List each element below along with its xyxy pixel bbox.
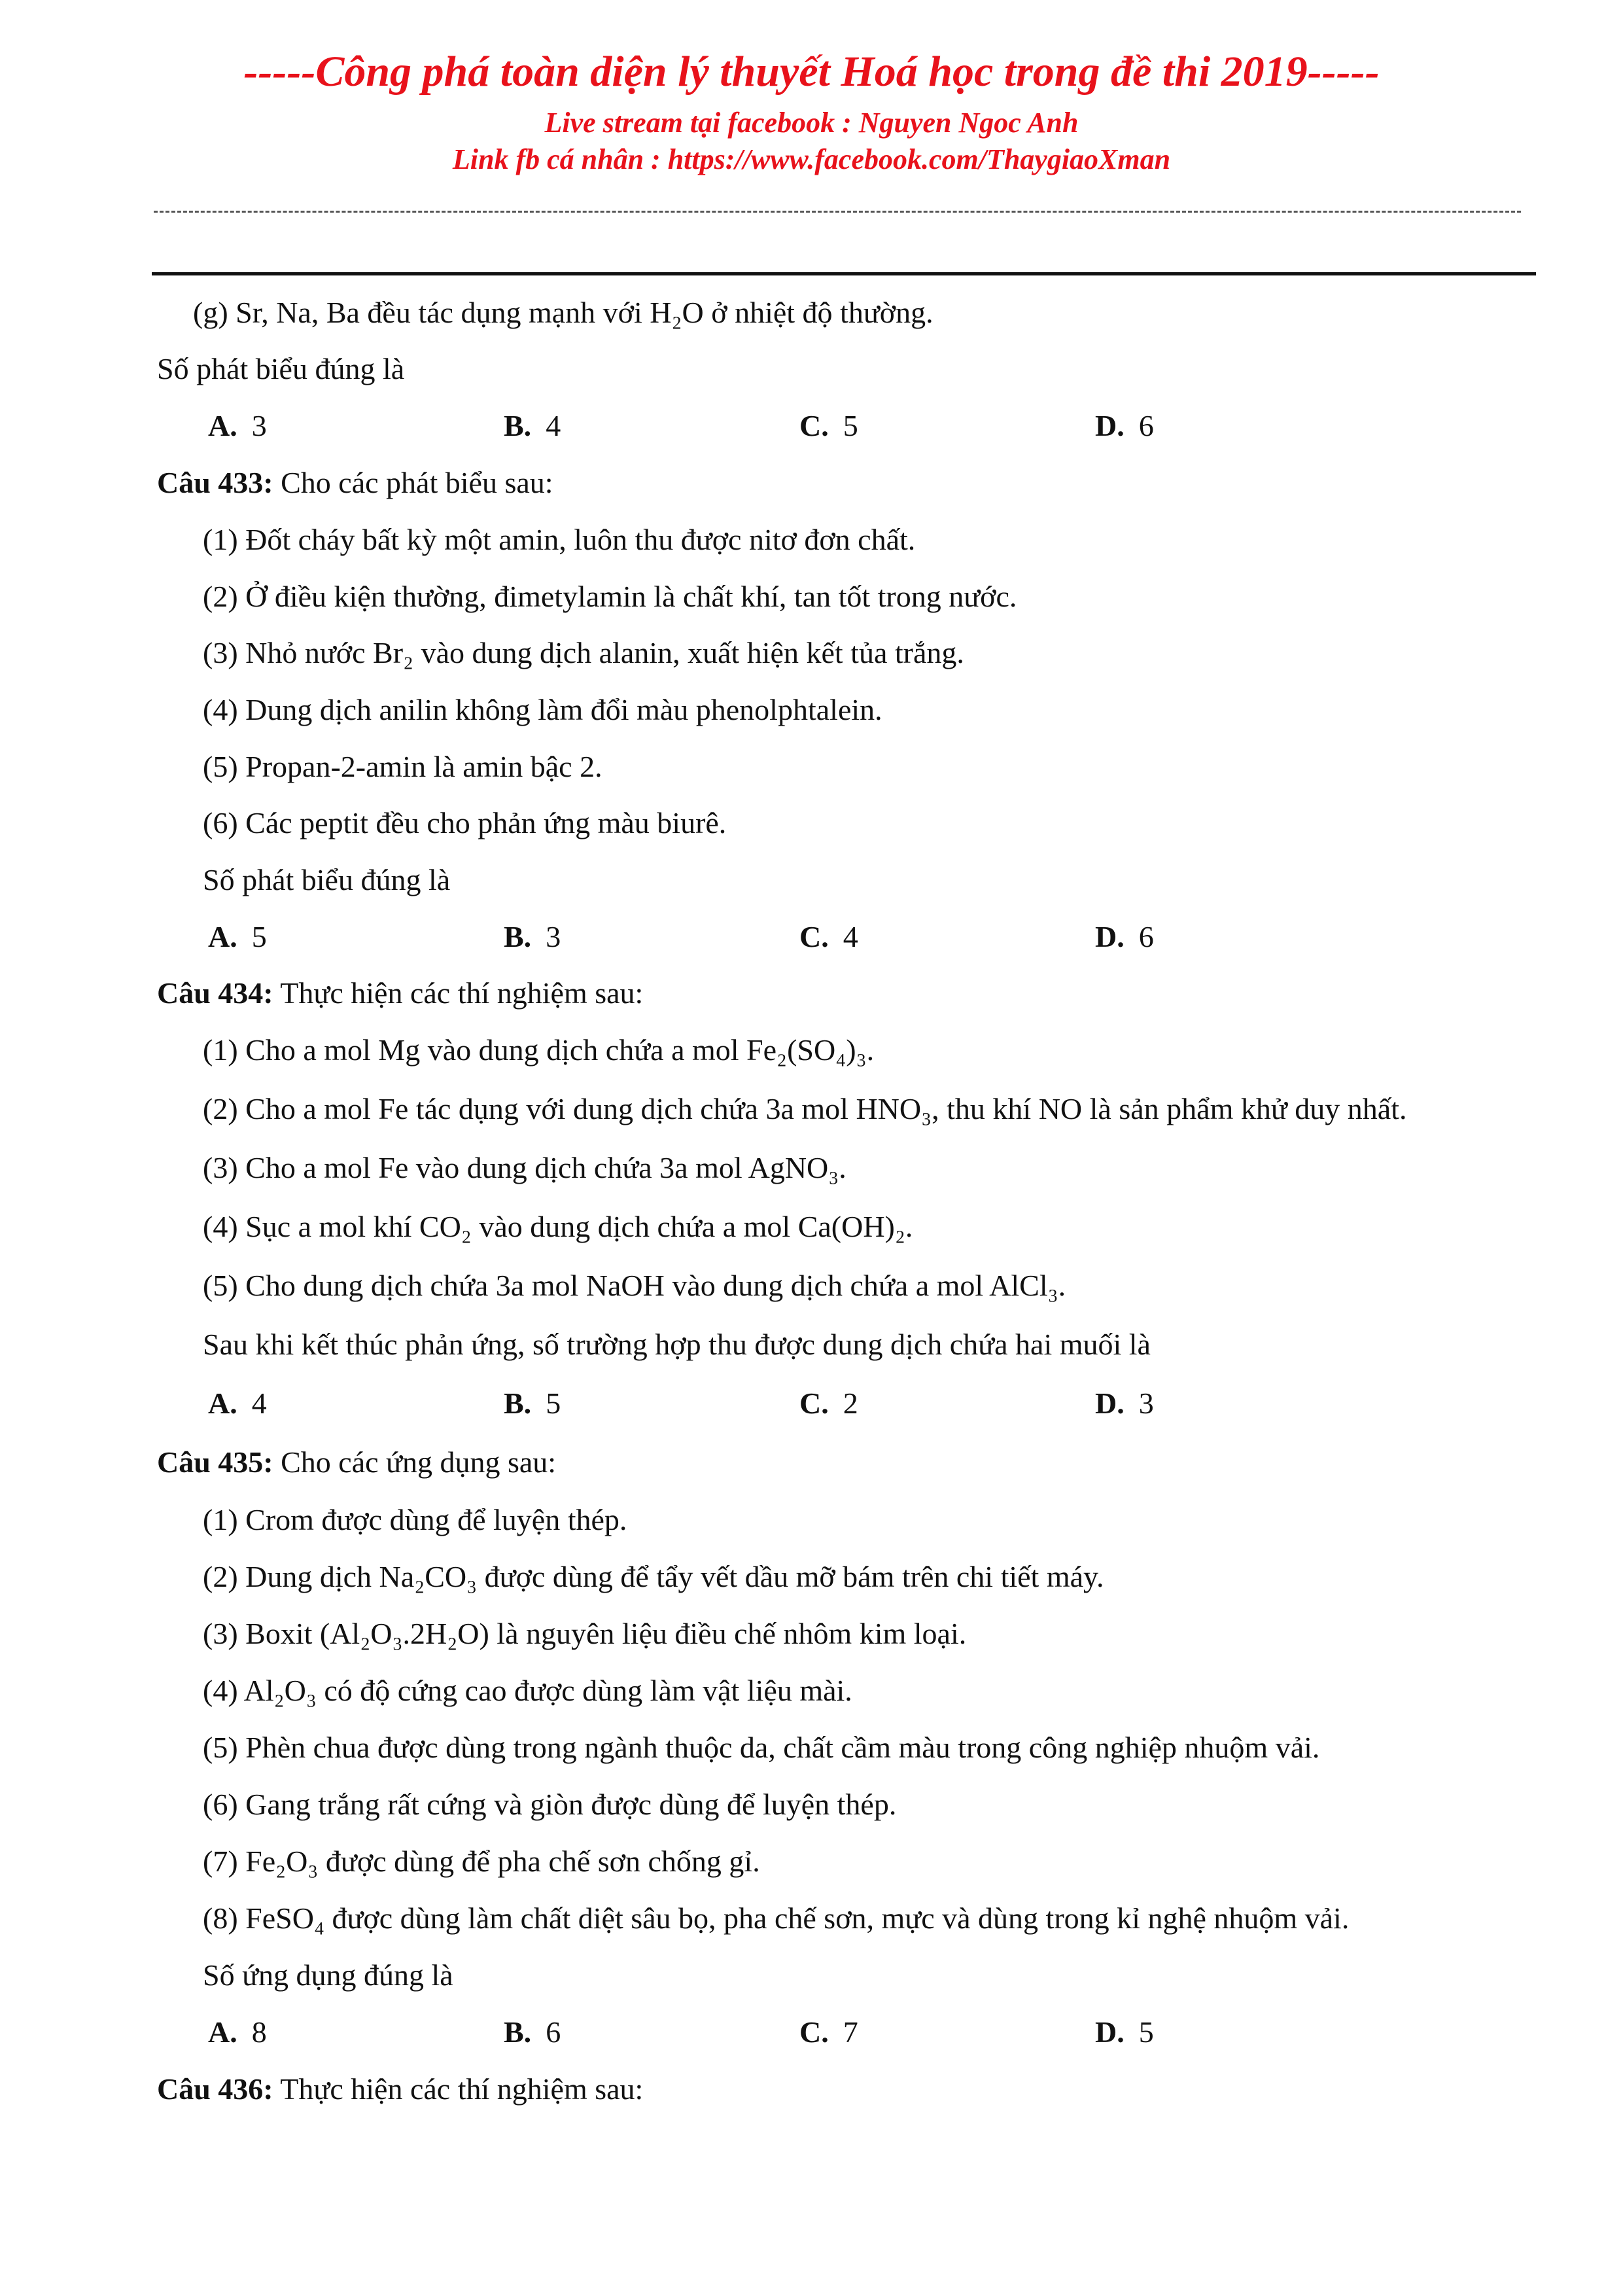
- option-letter: D.: [1095, 409, 1125, 442]
- q432-option-b[interactable]: [504, 408, 561, 444]
- q434-option-a[interactable]: [208, 1385, 267, 1422]
- option-letter: A.: [208, 1386, 237, 1420]
- question-intro: Cho các phát biểu sau:: [273, 466, 553, 499]
- option-letter: B.: [504, 2015, 532, 2049]
- option-value: 3: [1138, 1386, 1154, 1420]
- q433-item-1: (1) Đốt cháy bất kỳ một amin, luôn thu được nitơ đơn chất.: [203, 523, 916, 556]
- option-value: 3: [546, 920, 561, 953]
- q435-item-8: (8) FeSO₄ được dùng làm chất diệt sâu bọ, pha chế sơn, mực và dùng trong kỉ nghệ nhuộm vải.: [203, 1901, 1350, 1935]
- q434-item-5: (5) Cho dung dịch chứa 3a mol NaOH vào dung dịch chứa a mol AlCl₃.: [203, 1269, 1066, 1302]
- option-letter: A.: [208, 920, 237, 953]
- q435-item-3: (3) Boxit (Al₂O₃.2H₂O) là nguyên liệu điều chế nhôm kim loại.: [203, 1617, 967, 1650]
- option-value: 5: [251, 920, 267, 953]
- option-letter: D.: [1095, 2015, 1125, 2049]
- question-label: Câu 434:: [157, 976, 273, 1010]
- facebook-link[interactable]: Link fb cá nhân : https://www.facebook.com/ThaygiaoXman: [452, 143, 1171, 175]
- statement-g: (g) Sr, Na, Ba đều tác dụng mạnh với H₂O ở nhiệt độ thường.: [193, 296, 934, 329]
- dashed-divider: [154, 211, 1521, 213]
- q434-prompt: Sau khi kết thúc phản ứng, số trường hợp thu được dung dịch chứa hai muối là: [203, 1328, 1151, 1361]
- q434-option-b[interactable]: [504, 1385, 561, 1422]
- question-436-heading: [157, 2071, 643, 2108]
- q432-option-d[interactable]: [1095, 408, 1154, 444]
- question-intro: Thực hiện các thí nghiệm sau:: [273, 2072, 644, 2106]
- q433-item-3: (3) Nhỏ nước Br₂ vào dung dịch alanin, xuất hiện kết tủa trắng.: [203, 636, 964, 669]
- q433-option-b[interactable]: [504, 919, 561, 955]
- q435-item-5: (5) Phèn chua được dùng trong ngành thuộc da, chất cầm màu trong công nghiệp nhuộm vải.: [203, 1731, 1320, 1764]
- option-value: 3: [251, 409, 267, 442]
- q435-option-b[interactable]: [504, 2014, 561, 2051]
- q435-item-7: (7) Fe₂O₃ được dùng để pha chế sơn chống gỉ.: [203, 1845, 760, 1878]
- q435-item-1: (1) Crom được dùng để luyện thép.: [203, 1503, 627, 1536]
- option-value: 6: [546, 2015, 561, 2049]
- question-label: Câu 436:: [157, 2072, 273, 2106]
- q433-item-2: (2) Ở điều kiện thường, đimetylamin là chất khí, tan tốt trong nước.: [203, 580, 1017, 613]
- q434-option-c[interactable]: [799, 1385, 858, 1422]
- option-value: 4: [843, 920, 858, 953]
- option-value: 5: [1138, 2015, 1154, 2049]
- q433-item-6: (6) Các peptit đều cho phản ứng màu biurê.: [203, 806, 727, 839]
- option-letter: D.: [1095, 1386, 1125, 1420]
- question-intro: Cho các ứng dụng sau:: [273, 1445, 557, 1479]
- option-value: 8: [251, 2015, 267, 2049]
- q435-item-2: (2) Dung dịch Na₂CO₃ được dùng để tẩy vết dầu mỡ bám trên chi tiết máy.: [203, 1560, 1104, 1593]
- q432-prompt: Số phát biểu đúng là: [157, 352, 405, 385]
- solid-divider: [152, 272, 1536, 275]
- q435-option-c[interactable]: [799, 2014, 858, 2051]
- q433-option-c[interactable]: [799, 919, 858, 955]
- livestream-note: Live stream tại facebook : Nguyen Ngoc Anh: [544, 107, 1079, 139]
- option-value: 7: [843, 2015, 858, 2049]
- q435-option-a[interactable]: [208, 2014, 267, 2051]
- q434-option-d[interactable]: [1095, 1385, 1154, 1422]
- option-value: 4: [546, 409, 561, 442]
- q434-item-4: (4) Sục a mol khí CO₂ vào dung dịch chứa a mol Ca(OH)₂.: [203, 1210, 913, 1243]
- option-letter: B.: [504, 1386, 532, 1420]
- option-value: 5: [546, 1386, 561, 1420]
- q434-item-3: (3) Cho a mol Fe vào dung dịch chứa 3a mol AgNO₃.: [203, 1151, 846, 1184]
- question-434-heading: [157, 975, 643, 1012]
- q432-option-a[interactable]: [208, 408, 267, 444]
- q435-item-4: (4) Al₂O₃ có độ cứng cao được dùng làm vật liệu mài.: [203, 1674, 852, 1707]
- q433-option-a[interactable]: [208, 919, 267, 955]
- option-value: 6: [1138, 409, 1154, 442]
- q433-option-d[interactable]: [1095, 919, 1154, 955]
- question-433-heading: [157, 465, 553, 501]
- q434-item-1: (1) Cho a mol Mg vào dung dịch chứa a mol Fe₂(SO₄)₃.: [203, 1033, 875, 1067]
- option-value: 6: [1138, 920, 1154, 953]
- option-value: 4: [251, 1386, 267, 1420]
- q435-prompt: Số ứng dụng đúng là: [203, 1958, 453, 1992]
- q432-option-c[interactable]: [799, 408, 858, 444]
- option-letter: C.: [799, 2015, 829, 2049]
- option-letter: B.: [504, 920, 532, 953]
- q435-item-6: (6) Gang trắng rất cứng và giòn được dùng để luyện thép.: [203, 1788, 897, 1821]
- question-435-heading: [157, 1444, 556, 1481]
- question-label: Câu 435:: [157, 1445, 273, 1479]
- option-letter: C.: [799, 920, 829, 953]
- option-value: 5: [843, 409, 858, 442]
- option-letter: A.: [208, 2015, 237, 2049]
- question-label: Câu 433:: [157, 466, 273, 499]
- option-value: 2: [843, 1386, 858, 1420]
- option-letter: B.: [504, 409, 532, 442]
- q435-option-d[interactable]: [1095, 2014, 1154, 2051]
- q433-prompt: Số phát biểu đúng là: [203, 863, 451, 896]
- document-title: -----Công phá toàn diện lý thuyết Hoá học trong đề thi 2019-----: [243, 48, 1380, 96]
- q434-item-2: (2) Cho a mol Fe tác dụng với dung dịch chứa 3a mol HNO₃, thu khí NO là sản phẩm khử duy nhất.: [203, 1092, 1407, 1125]
- q433-item-5: (5) Propan-2-amin là amin bậc 2.: [203, 750, 602, 783]
- q433-item-4: (4) Dung dịch anilin không làm đổi màu phenolphtalein.: [203, 693, 882, 726]
- option-letter: D.: [1095, 920, 1125, 953]
- question-intro: Thực hiện các thí nghiệm sau:: [273, 976, 644, 1010]
- option-letter: A.: [208, 409, 237, 442]
- option-letter: C.: [799, 409, 829, 442]
- option-letter: C.: [799, 1386, 829, 1420]
